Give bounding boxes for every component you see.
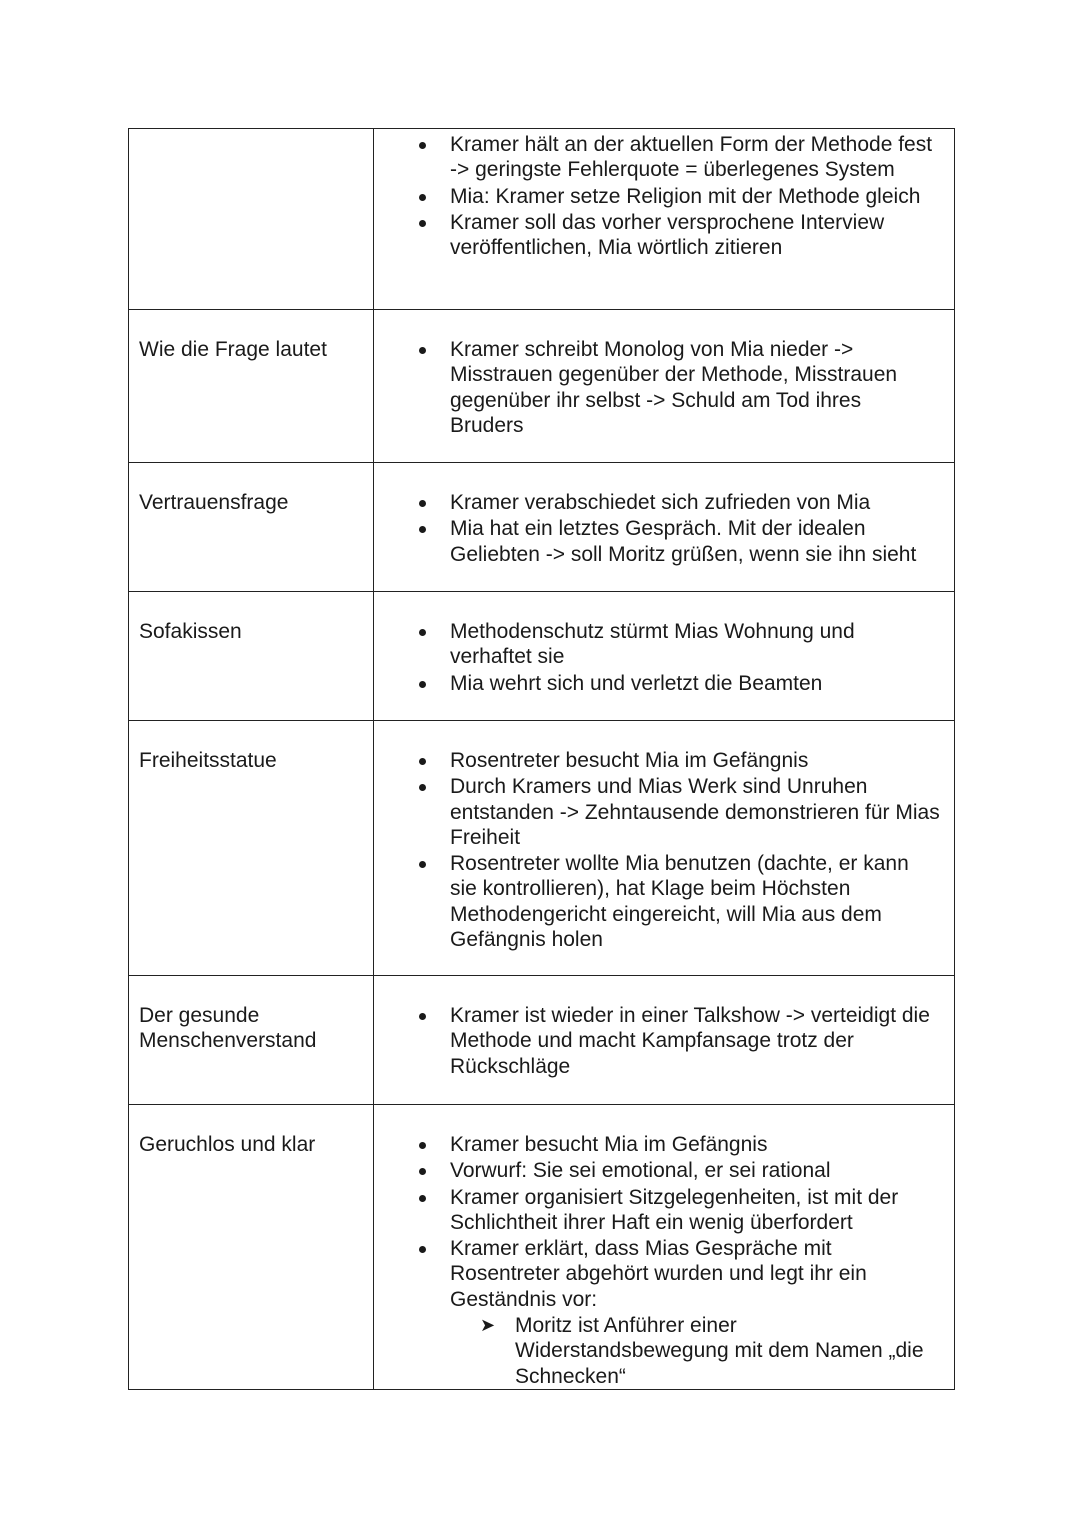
- table-row: [129, 129, 955, 310]
- chapter-title-cell: [129, 310, 374, 463]
- bullet-text: Kramer besucht Mia im Gefängnis: [450, 1133, 768, 1156]
- chapter-title-cell: [129, 1105, 374, 1390]
- bullet-text: Mia: Kramer setze Religion mit der Methode gleich: [450, 184, 921, 208]
- bullet-text: Mia hat ein letztes Gespräch. Mit der idealen Geliebten -> soll Moritz grüßen, wenn sie ihn sieht: [450, 517, 917, 566]
- summary-cell: [374, 463, 955, 592]
- chapter-title: [129, 129, 373, 139]
- bullet-text: Kramer schreibt Monolog von Mia nieder -> Misstrauen gegenüber der Methode, Misstrauen gegenüber ihr selbst -> Schuld am Tod ihres Bruders: [450, 338, 898, 437]
- bullet-icon: [419, 220, 426, 227]
- list-item: [374, 748, 940, 773]
- bullet-icon: [419, 142, 426, 149]
- list-item: [374, 671, 940, 696]
- summary-table: [128, 128, 955, 1390]
- bullet-list: [374, 1003, 940, 1079]
- table-row: [129, 592, 955, 721]
- chapter-title: Sofakissen: [139, 620, 242, 643]
- summary-cell: [374, 1105, 955, 1390]
- bullet-icon: [419, 784, 426, 791]
- table-row: [129, 1105, 955, 1390]
- chapter-title-cell: [129, 592, 374, 721]
- bullet-text: Kramer erklärt, dass Mias Gespräche mit Rosentreter abgehört wurden und legt ihr ein Geständnis vor:: [450, 1237, 867, 1311]
- chapter-title: Wie die Frage lautet: [139, 338, 327, 361]
- list-item: [374, 619, 940, 670]
- list-item: [374, 1236, 940, 1312]
- sub-list-item: [374, 1313, 940, 1389]
- chapter-title-cell: [129, 721, 374, 976]
- bullet-text: Kramer organisiert Sitzgelegenheiten, ist mit der Schlichtheit ihrer Haft ein wenig überfordert: [450, 1185, 899, 1234]
- bullet-icon: [419, 500, 426, 507]
- summary-cell: [374, 721, 955, 976]
- list-item: [374, 774, 940, 850]
- bullet-icon: [419, 758, 426, 765]
- bullet-icon: [419, 629, 426, 636]
- sub-bullet-text: Moritz ist Anführer einer Widerstandsbewegung mit dem Namen „die Schnecken“: [515, 1314, 924, 1388]
- bullet-text: Mia wehrt sich und verletzt die Beamten: [450, 671, 823, 695]
- bullet-icon: [419, 1142, 426, 1149]
- bullet-text: Kramer verabschiedet sich zufrieden von Mia: [450, 491, 871, 514]
- bullet-text: Kramer soll das vorher versprochene Interview veröffentlichen, Mia wörtlich zitieren: [450, 210, 885, 260]
- bullet-icon: [419, 1195, 426, 1202]
- chapter-title: Der gesunde Menschenverstand: [139, 1004, 317, 1053]
- bullet-text: Vorwurf: Sie sei emotional, er sei rational: [450, 1159, 831, 1183]
- sub-bullet-list: [374, 1313, 940, 1389]
- chapter-title: Freiheitsstatue: [139, 749, 277, 772]
- list-item: [374, 210, 940, 261]
- bullet-icon: [419, 526, 426, 533]
- bullet-text: Kramer hält an der aktuellen Form der Methode fest -> geringste Fehlerquote = überlegenes System: [450, 133, 933, 182]
- bullet-icon: [419, 1013, 426, 1020]
- summary-cell: [374, 592, 955, 721]
- list-item: [374, 490, 940, 515]
- bullet-text: Rosentreter besucht Mia im Gefängnis: [450, 749, 809, 772]
- bullet-icon: [419, 1246, 426, 1253]
- bullet-text: Rosentreter wollte Mia benutzen (dachte, er kann sie kontrollieren), hat Klage beim Höchsten Methodengericht eingereicht, will Mia aus dem Gefängnis holen: [450, 852, 909, 952]
- bullet-text: Kramer ist wieder in einer Talkshow -> verteidigt die Methode und macht Kampfansage trotz der Rückschläge: [450, 1004, 930, 1078]
- list-item: [374, 1132, 940, 1157]
- list-item: [374, 851, 940, 952]
- bullet-list: [374, 1132, 940, 1312]
- chapter-title: Geruchlos und klar: [139, 1133, 316, 1156]
- list-item: [374, 132, 940, 183]
- list-item: [374, 184, 940, 209]
- bullet-list: [374, 748, 940, 952]
- list-item: [374, 337, 940, 438]
- list-item: [374, 1003, 940, 1079]
- summary-cell: [374, 976, 955, 1105]
- table-row: [129, 463, 955, 592]
- list-item: [374, 1158, 940, 1183]
- chapter-title-cell: [129, 129, 374, 310]
- bullet-list: [374, 337, 940, 438]
- list-item: [374, 1185, 940, 1236]
- bullet-icon: [419, 347, 426, 354]
- bullet-text: Durch Kramers und Mias Werk sind Unruhen entstanden -> Zehntausende demonstrieren für Mias Freiheit: [450, 775, 940, 849]
- chapter-title-cell: [129, 463, 374, 592]
- bullet-list: [374, 132, 940, 260]
- bullet-icon: [419, 194, 426, 201]
- summary-cell: [374, 310, 955, 463]
- summary-cell: [374, 129, 955, 310]
- arrowhead-icon: ➤: [480, 1315, 496, 1336]
- bullet-list: [374, 619, 940, 696]
- list-item: [374, 516, 940, 567]
- table-row: [129, 310, 955, 463]
- table-row: [129, 976, 955, 1105]
- bullet-list: [374, 490, 940, 567]
- bullet-icon: [419, 1168, 426, 1175]
- chapter-title: Vertrauensfrage: [139, 491, 289, 514]
- bullet-icon: [419, 681, 426, 688]
- bullet-icon: [419, 861, 426, 868]
- bullet-text: Methodenschutz stürmt Mias Wohnung und verhaftet sie: [450, 620, 855, 669]
- chapter-title-cell: [129, 976, 374, 1105]
- table-row: [129, 721, 955, 976]
